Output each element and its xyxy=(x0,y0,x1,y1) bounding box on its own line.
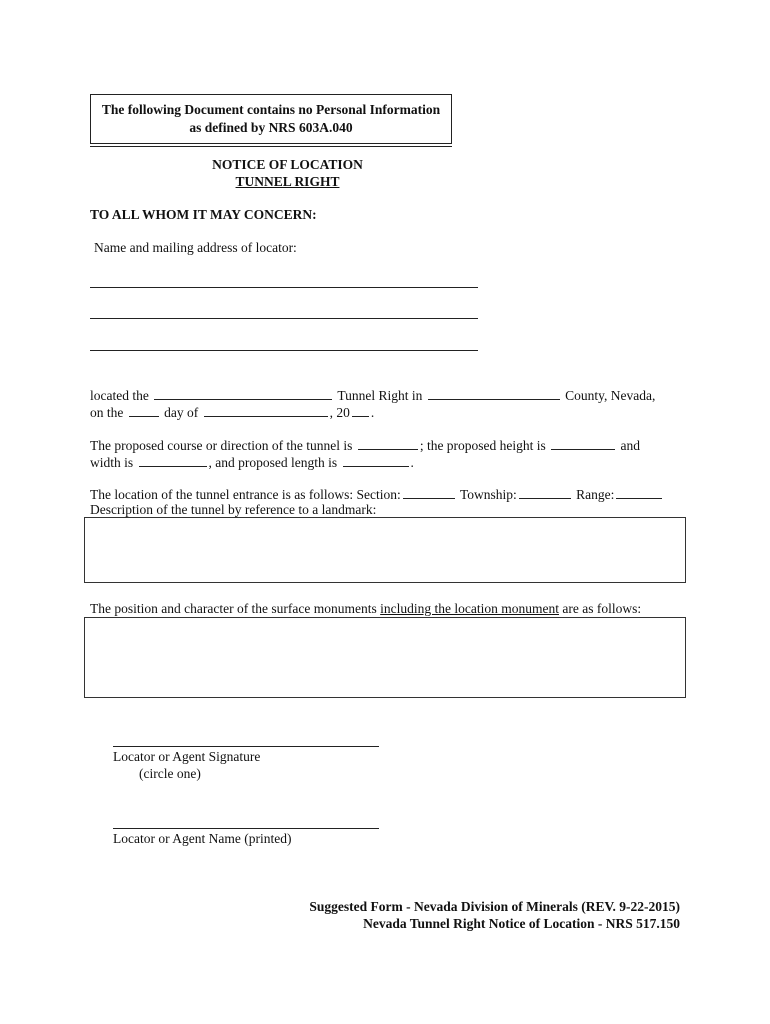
and-text: and xyxy=(620,438,641,454)
monuments-text-before: The position and character of the surface monuments xyxy=(90,601,381,616)
monuments-text-underlined: including the location monument xyxy=(380,601,559,616)
notice-line-2: as defined by NRS 603A.040 xyxy=(189,120,353,135)
width-field[interactable] xyxy=(139,454,207,467)
landmark-description-box[interactable] xyxy=(84,517,686,583)
county-field[interactable] xyxy=(428,387,560,400)
entrance-line xyxy=(90,486,664,503)
range-text: Range: xyxy=(576,487,615,503)
course-line-2 xyxy=(90,454,414,471)
monuments-text-after: are as follows: xyxy=(559,601,642,616)
entrance-location-text: The location of the tunnel entrance is as follows: Section: xyxy=(90,487,401,503)
on-the-text: on the xyxy=(90,405,124,421)
month-field[interactable] xyxy=(204,404,328,417)
proposed-length-text: , and proposed length is xyxy=(208,455,338,471)
township-field[interactable] xyxy=(519,486,571,499)
section-field[interactable] xyxy=(403,486,455,499)
address-line-3[interactable] xyxy=(90,350,478,351)
tunnel-right-in-text: Tunnel Right in xyxy=(337,388,423,404)
year-suffix-text: . xyxy=(370,405,375,421)
address-line-2[interactable] xyxy=(90,318,478,319)
range-field[interactable] xyxy=(616,486,662,499)
address-line-1[interactable] xyxy=(90,287,478,288)
year-field[interactable] xyxy=(352,404,369,417)
day-of-text: day of xyxy=(164,405,199,421)
form-subtitle-text: TUNNEL RIGHT xyxy=(235,174,340,189)
printed-name-line[interactable] xyxy=(113,828,379,829)
landmark-description-label: Description of the tunnel by reference to a landmark: xyxy=(90,502,377,517)
notice-line-1: The following Document contains no Personal Information xyxy=(101,102,441,117)
location-name-field[interactable] xyxy=(154,387,332,400)
salutation: TO ALL WHOM IT MAY CONCERN: xyxy=(90,207,317,222)
form-subtitle xyxy=(0,174,575,190)
located-the-text: located the xyxy=(90,388,149,404)
signature-note: (circle one) xyxy=(139,766,201,781)
course-end-text: . xyxy=(410,455,414,471)
year-prefix-text: , 20 xyxy=(329,405,350,421)
signature-line[interactable] xyxy=(113,746,379,747)
monuments-text xyxy=(90,601,641,617)
height-field[interactable] xyxy=(551,437,615,450)
personal-info-notice-box xyxy=(90,94,452,144)
course-direction-field[interactable] xyxy=(358,437,418,450)
location-line-2 xyxy=(90,404,374,421)
locator-label: Name and mailing address of locator: xyxy=(94,240,297,255)
footer-revision: Suggested Form - Nevada Division of Minerals (REV. 9-22-2015) xyxy=(309,899,680,914)
length-field[interactable] xyxy=(343,454,409,467)
signature-label: Locator or Agent Signature xyxy=(113,749,261,764)
printed-name-label: Locator or Agent Name (printed) xyxy=(113,831,292,846)
width-is-text: width is xyxy=(90,455,134,471)
monuments-description-box[interactable] xyxy=(84,617,686,698)
proposed-height-text: ; the proposed height is xyxy=(419,438,546,454)
form-title: NOTICE OF LOCATION xyxy=(212,157,363,172)
location-line-1 xyxy=(90,387,655,404)
footer-title: Nevada Tunnel Right Notice of Location - NRS 517.150 xyxy=(363,916,680,931)
township-text: Township: xyxy=(459,487,517,503)
day-field[interactable] xyxy=(129,404,159,417)
proposed-course-text: The proposed course or direction of the tunnel is xyxy=(90,438,353,454)
course-line-1 xyxy=(90,437,640,454)
county-nevada-text: County, Nevada, xyxy=(565,388,656,404)
